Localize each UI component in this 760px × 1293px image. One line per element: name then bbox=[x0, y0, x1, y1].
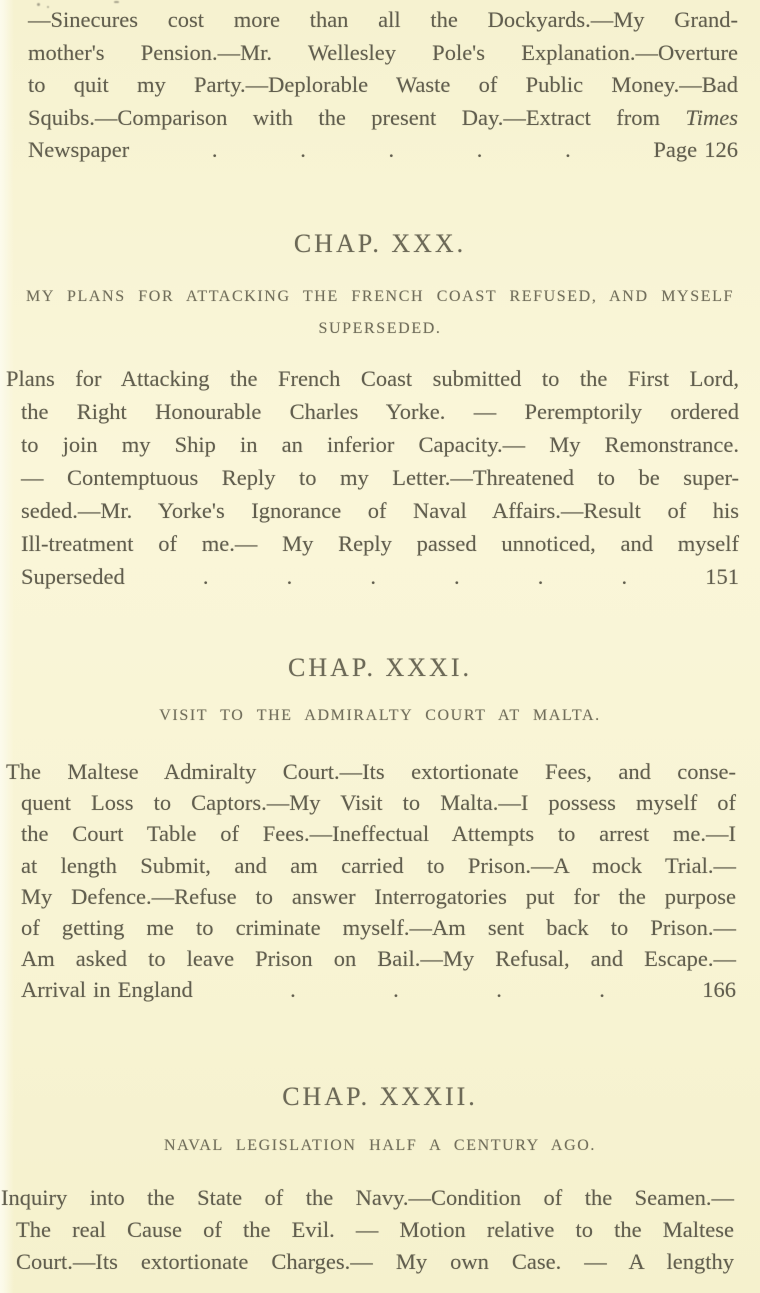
chapter-heading: CHAP. XXXI. bbox=[288, 653, 472, 682]
leader-dot: . bbox=[496, 977, 502, 1003]
toc-leader-line bbox=[28, 134, 738, 167]
leader-dot: . bbox=[621, 564, 628, 589]
chapter-heading: CHAP. XXX. bbox=[293, 229, 467, 258]
toc-line: to join my Ship in an inferior Capacity.— My Remonstrance. bbox=[21, 432, 739, 457]
page-number: Page 126 bbox=[653, 137, 738, 162]
chapter-heading: CHAP. XXXII. bbox=[282, 1082, 478, 1111]
leader-dot: . bbox=[599, 977, 605, 1003]
toc-line: SUPERSEDED. bbox=[318, 320, 442, 337]
toc-line: — Contemptuous Reply to my Letter.—Threatened to be super- bbox=[21, 465, 739, 490]
leader-dot: . bbox=[370, 564, 376, 589]
toc-line: at length Submit, and am carried to Prison.—A mock Trial.— bbox=[21, 852, 736, 878]
toc-leader-line bbox=[6, 974, 736, 1005]
toc-line: Am asked to leave Prison on Bail.—My Refusal, and Escape.— bbox=[21, 946, 736, 972]
leader-dot: . bbox=[393, 977, 399, 1003]
toc-line: Court.—Its extortionate Charges.— My own Case. — A lengthy bbox=[16, 1249, 734, 1275]
toc-entry-lines bbox=[1, 1182, 734, 1279]
toc-line: Ill-treatment of me.— My Reply passed unnoticed, and myself bbox=[21, 531, 739, 556]
toc-line: to quit my Party.—Deplorable Waste of Public Money.—Bad bbox=[28, 72, 738, 97]
toc-entry-chapter-31 bbox=[6, 756, 736, 1006]
leader-text: Superseded bbox=[21, 564, 125, 589]
toc-line: The Maltese Admiralty Court.—Its extortionate Fees, and conse- bbox=[6, 759, 736, 784]
leader-dot: . bbox=[388, 137, 395, 162]
toc-line: quent Loss to Captors.—My Visit to Malta.—I possess myself of bbox=[21, 790, 736, 816]
leader-text: Newspaper bbox=[28, 137, 130, 162]
scan-speck bbox=[114, 1, 119, 3]
leader-dot: . bbox=[286, 564, 293, 589]
toc-line: The real Cause of the Evil. — Motion relative to the Maltese bbox=[16, 1217, 734, 1243]
chapter-subtitle bbox=[8, 281, 752, 345]
toc-entry-chapter-30 bbox=[6, 362, 739, 593]
toc-line: mother's Pension.—Mr. Wellesley Pole's Explanation.—Overture bbox=[28, 39, 738, 65]
leader-text: Arrival in England bbox=[21, 977, 193, 1003]
toc-line: Inquiry into the State of the Navy.—Condition of the Seamen.— bbox=[1, 1185, 734, 1210]
toc-entry-lines bbox=[6, 756, 736, 974]
leader-dot: . bbox=[454, 564, 460, 589]
toc-line: seded.—Mr. Yorke's Ignorance of Naval Affairs.—Result of his bbox=[21, 498, 739, 523]
toc-line: My Defence.—Refuse to answer Interrogatories put for the purpose bbox=[21, 883, 736, 909]
toc-line: Squibs.—Comparison with the present Day.—Extract from Times bbox=[28, 104, 738, 130]
toc-entry-continuation bbox=[28, 4, 738, 167]
page-number: 151 bbox=[705, 564, 739, 589]
toc-line: Plans for Attacking the French Coast submitted to the First Lord, bbox=[6, 366, 739, 391]
leader-dot: . bbox=[476, 137, 483, 162]
leader-dot: . bbox=[290, 977, 296, 1003]
toc-line: the Court Table of Fees.—Ineffectual Attempts to arrest me.—I bbox=[21, 821, 736, 847]
toc-entry-chapter-32 bbox=[1, 1182, 734, 1279]
toc-leader-line bbox=[6, 560, 739, 593]
toc-line: NAVAL LEGISLATION HALF A CENTURY AGO. bbox=[164, 1137, 596, 1154]
chapter-subtitle bbox=[8, 1130, 752, 1162]
leader-dot: . bbox=[211, 137, 218, 162]
page-number: 166 bbox=[702, 977, 736, 1003]
toc-entry-lines bbox=[28, 4, 738, 134]
toc-line: MY PLANS FOR ATTACKING THE FRENCH COAST REFUSED, AND MYSELF bbox=[26, 288, 734, 305]
chapter-subtitle bbox=[8, 700, 752, 732]
toc-line: of getting me to criminate myself.—Am sent back to Prison.— bbox=[21, 915, 736, 941]
leader-dot: . bbox=[565, 137, 571, 162]
leader-dot: . bbox=[300, 137, 306, 162]
leader-dot: . bbox=[537, 564, 544, 589]
toc-line: the Right Honourable Charles Yorke. — Peremptorily ordered bbox=[21, 399, 739, 424]
leader-dot: . bbox=[202, 564, 209, 589]
toc-entry-lines bbox=[6, 362, 739, 560]
toc-line: VISIT TO THE ADMIRALTY COURT AT MALTA. bbox=[159, 707, 601, 724]
toc-line: —Sinecures cost more than all the Dockyards.—My Grand- bbox=[28, 7, 738, 32]
